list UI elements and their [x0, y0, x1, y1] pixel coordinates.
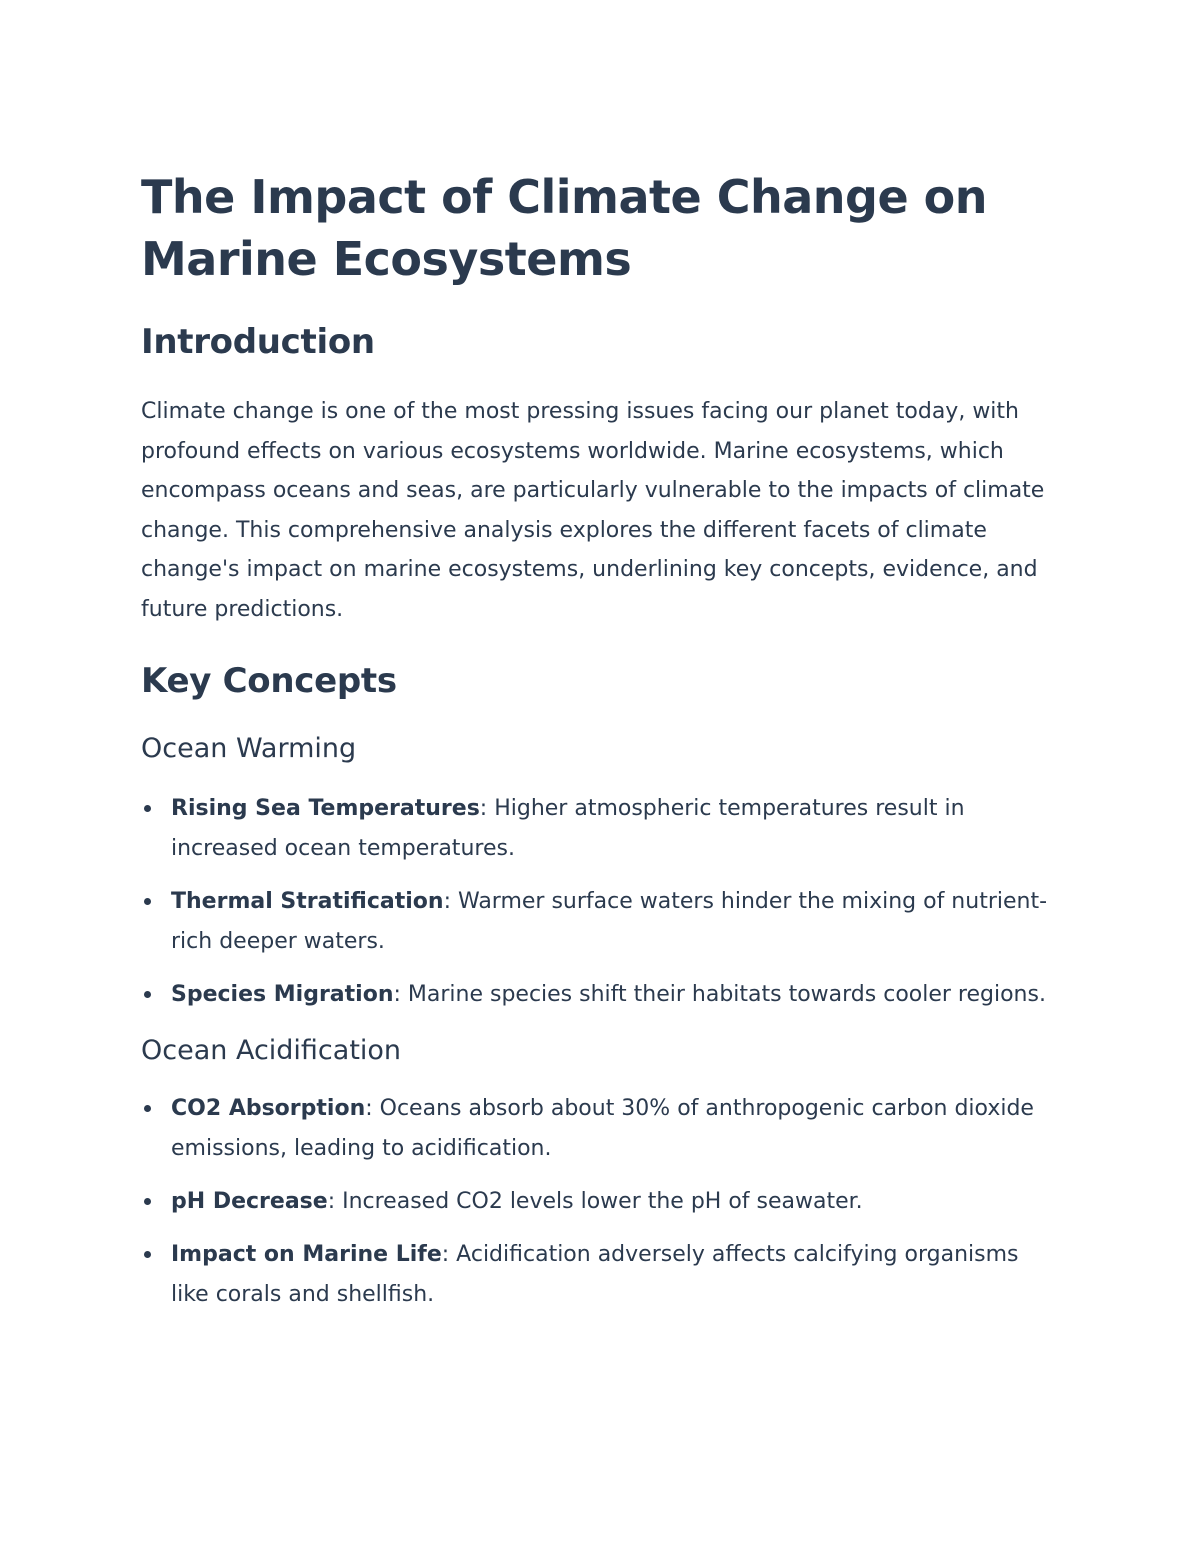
document-title: The Impact of Climate Change on Marine Ecosystems: [141, 170, 988, 286]
bullet-icon: [144, 1105, 151, 1112]
list-item: [141, 1182, 1061, 1222]
document-page: [141, 166, 1061, 1328]
list-item-description: : Increased CO2 levels lower the pH of seawater.: [327, 1189, 863, 1214]
list-item-term: pH Decrease: [171, 1189, 328, 1214]
list-item: [141, 1089, 1061, 1169]
introduction-heading: Introduction: [141, 322, 375, 362]
list-item: [141, 882, 1061, 962]
list-item: [141, 975, 1061, 1015]
bullet-icon: [144, 805, 151, 812]
list-item-description: : Marine species shift their habitats towards cooler regions.: [393, 982, 1046, 1007]
ocean-acidification-list: [141, 1089, 1061, 1315]
bullet-icon: [144, 898, 151, 905]
introduction-paragraph: Climate change is one of the most pressing issues facing our planet today, with profound effects on various ecosystems worldwide. Marine ecosystems, which encompass oceans and seas, are particularly vulnerable to the impacts of climate change. This comprehensive analysis explores the different facets of climate change's impact on marine ecosystems, underlining key concepts, evidence, and future predictions.: [141, 399, 1045, 622]
key-concepts-heading: Key Concepts: [141, 661, 397, 701]
bullet-icon: [144, 991, 151, 998]
list-item: [141, 1235, 1061, 1315]
ocean-acidification-heading: Ocean Acidification: [141, 1035, 402, 1066]
bullet-icon: [144, 1251, 151, 1258]
list-item-term: Impact on Marine Life: [171, 1242, 442, 1267]
bullet-icon: [144, 1198, 151, 1205]
list-item-description: : Higher atmospheric temperatures result in increased ocean temperatures.: [171, 796, 965, 861]
ocean-warming-list: [141, 789, 1061, 1015]
list-item-description: : Acidification adversely affects calcifying organisms like corals and shellfish.: [171, 1242, 1019, 1307]
list-item-term: Rising Sea Temperatures: [171, 796, 480, 821]
list-item-description: : Oceans absorb about 30% of anthropogenic carbon dioxide emissions, leading to acidification.: [171, 1096, 1034, 1161]
list-item-term: Thermal Stratification: [171, 889, 444, 914]
list-item-term: CO2 Absorption: [171, 1096, 366, 1121]
list-item-description: : Warmer surface waters hinder the mixing of nutrient-rich deeper waters.: [171, 889, 1048, 954]
list-item: [141, 789, 1061, 869]
list-item-term: Species Migration: [171, 982, 394, 1007]
ocean-warming-heading: Ocean Warming: [141, 733, 357, 764]
